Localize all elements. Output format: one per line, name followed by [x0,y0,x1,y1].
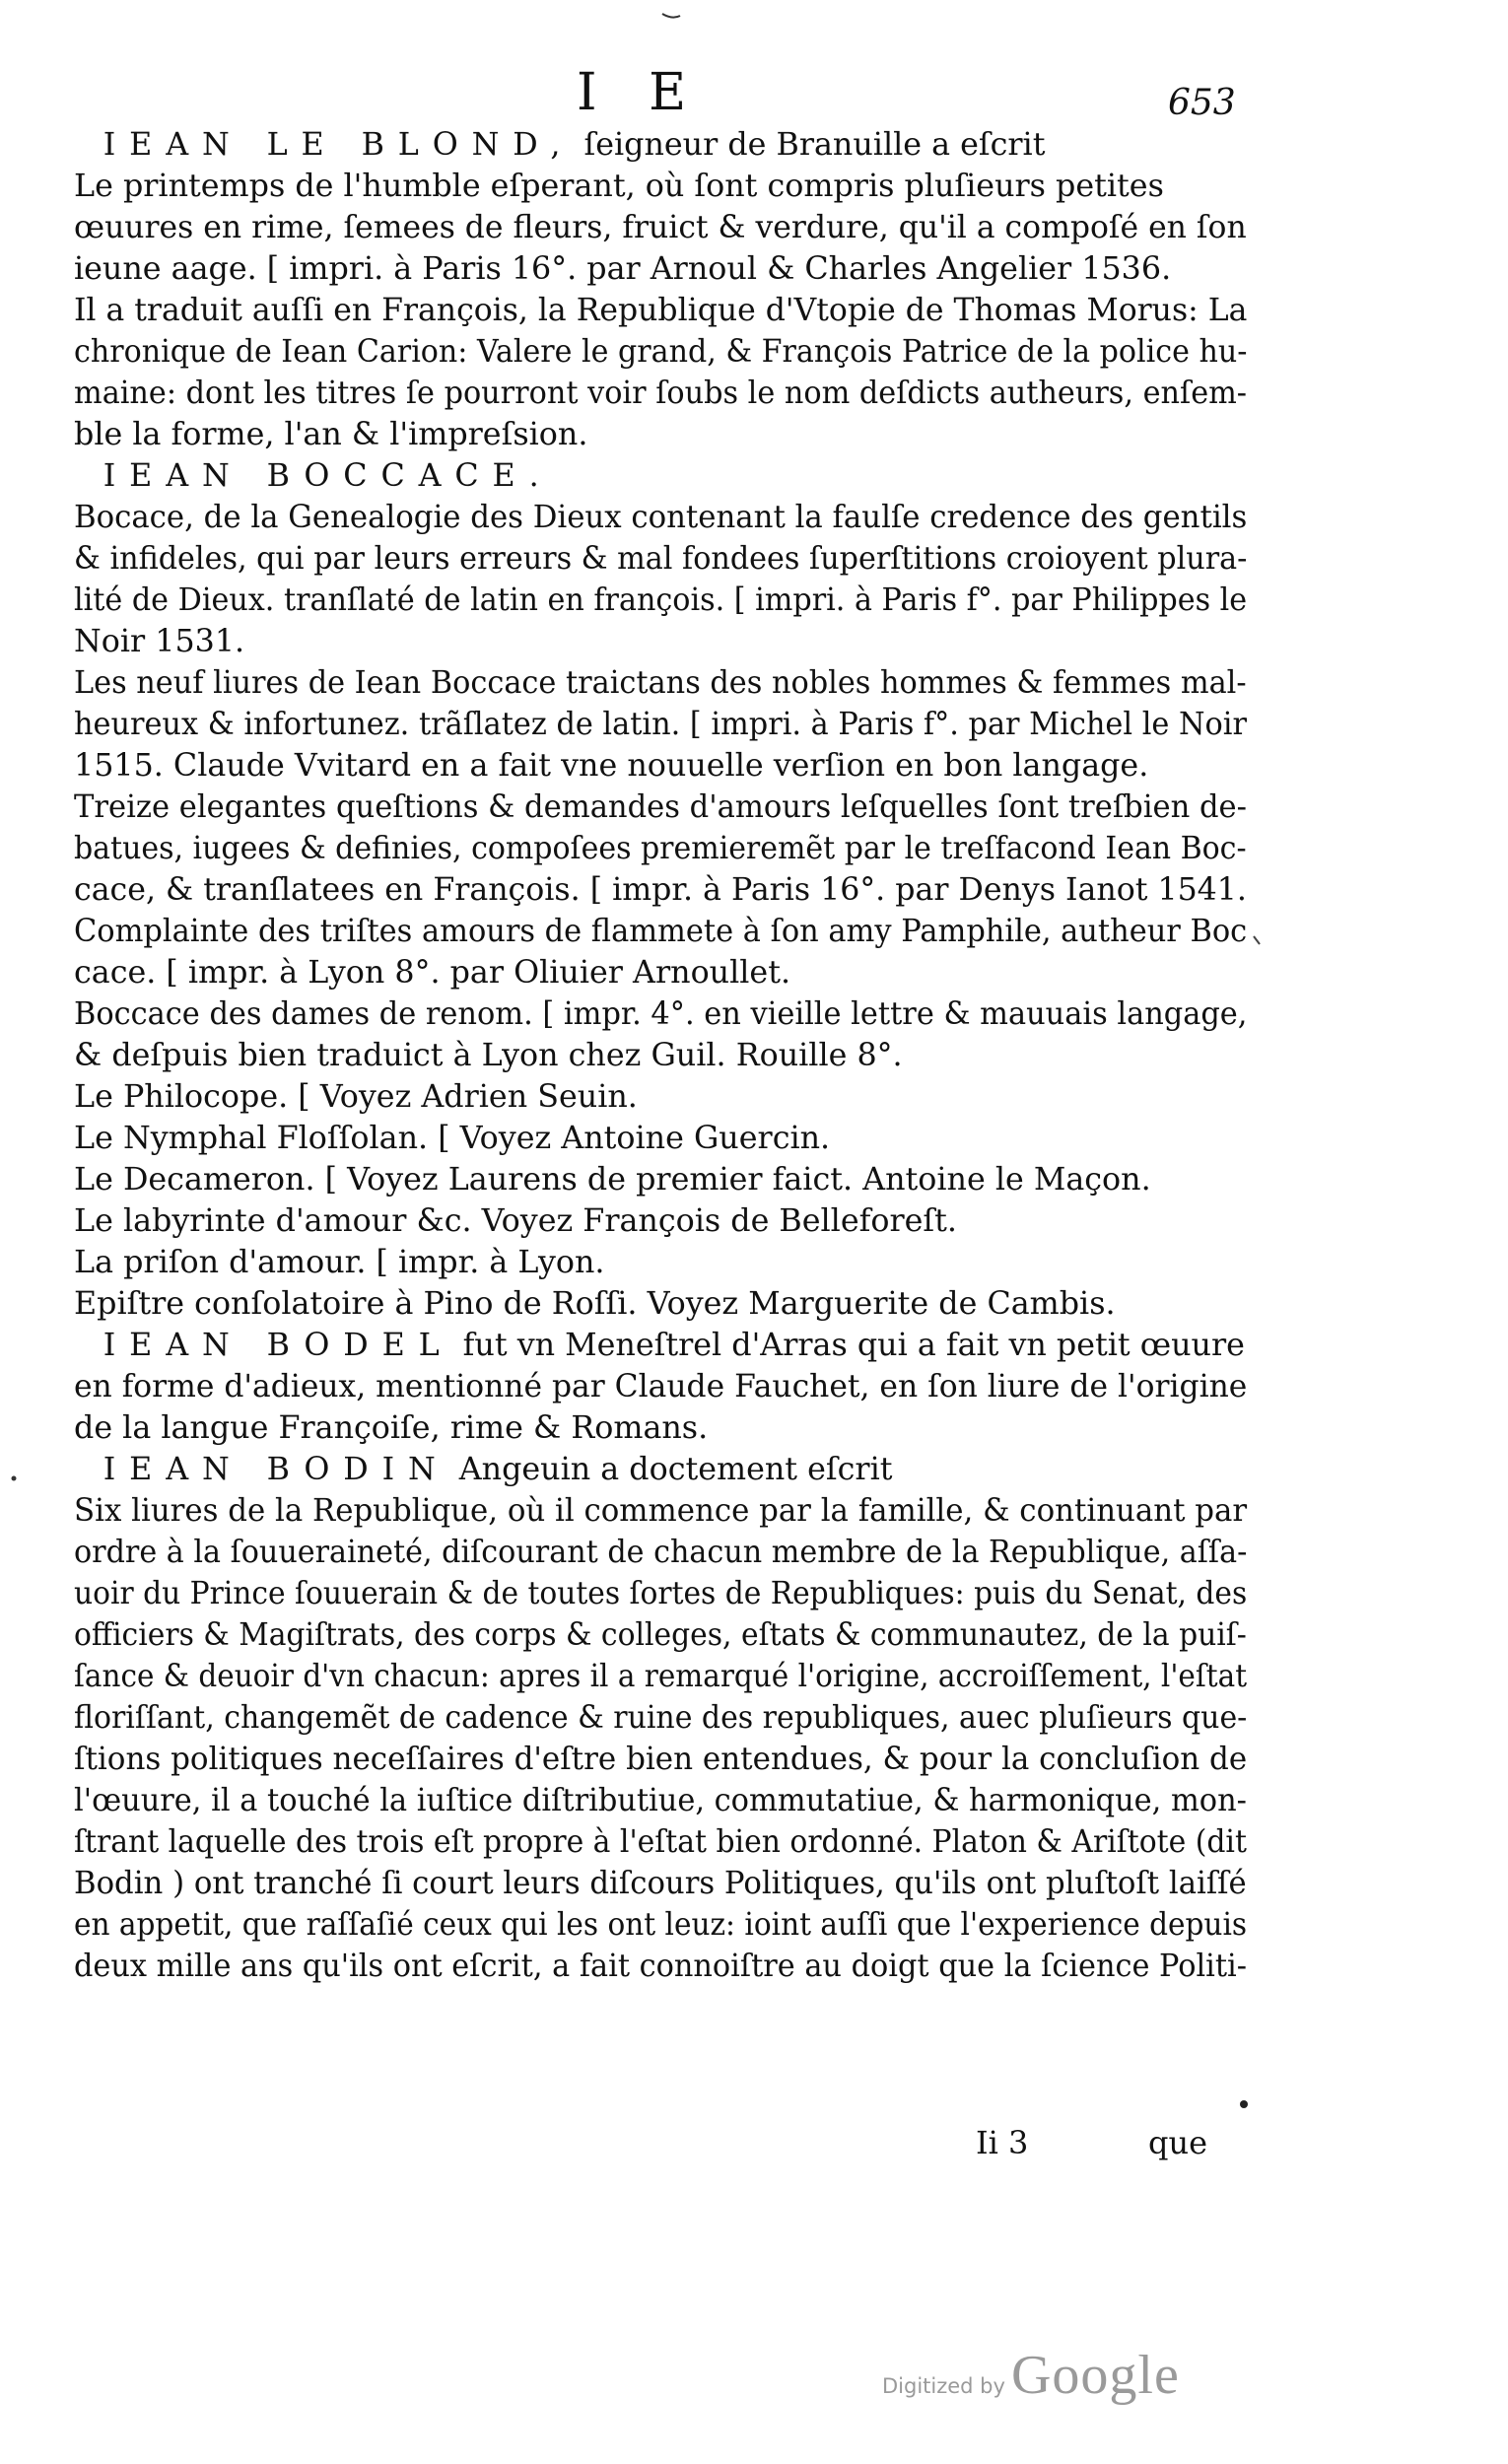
line-text: La priſon d'amour. [ impr. à Lyon. [74,1243,605,1280]
line-text: Le Nymphal Floſſolan. [ Voyez Antoine Guercin. [74,1119,831,1156]
text-line [74,1655,1248,1696]
text-line [74,1945,1248,1986]
text-line [74,786,1247,827]
text-line [74,744,1247,786]
line-text: en forme d'adieux, mentionné par Claude Fauchet, en ſon liure de l'origine [74,1367,1248,1404]
text-line [74,827,1247,868]
text-line [74,868,1247,910]
line-text: deux mille ans qu'ils ont eſcrit, a fait connoiſtre au doigt que la ſcience Politi- [74,1947,1248,1984]
line-text: Bocace, de la Genealogie des Dieux contenant la faulſe credence des gentils [74,498,1248,535]
line-text: cace. [ impr. à Lyon 8°. par Oliuier Arnoullet. [74,953,791,991]
text-line [74,579,1248,620]
line-text: ſtrant laquelle des trois eſt propre à l'eſtat bien ordonné. Platon & Ariſtote (dit [74,1822,1247,1860]
line-text: Le labyrinte d'amour &c. Voyez François de Belleforeſt. [74,1201,958,1239]
line-text: ieune aage. [ impri. à Paris 16°. par Arnoul & Charles Angelier 1536. [74,249,1172,287]
line-text: Le printemps de l'humble eſperant, où ſont compris pluſieurs petites [74,167,1164,204]
text-line [74,206,1247,247]
text-line [74,620,1247,661]
text-line [74,1862,1247,1903]
running-head [0,63,1508,122]
line-text: de la langue Françoiſe, rime & Romans. [74,1408,709,1446]
text-line [74,1117,1247,1158]
line-text: cace, & tranſlatees en François. [ impr. à Paris 16°. par Denys Ianot 1541. [74,870,1247,908]
line-text: maine: dont les titres ſe pourront voir ſoubs le nom deſdicts autheurs, enſem- [74,374,1248,411]
text-line [74,703,1247,744]
entry-heading: IEAN BODEL [103,1326,453,1363]
line-text: heureux & infortunez. trãſlatez de latin. [ impri. à Paris f°. par Michel le Noir [74,705,1247,742]
text-line [74,1613,1247,1655]
line-text: uoir du Prince ſouuerain & de toutes ſortes de Republiques: puis du Senat, des [74,1574,1248,1611]
page-number: 653 [1168,83,1236,123]
text-line [74,165,1247,206]
text-line [74,1779,1247,1820]
line-text: en appetit, que raſſaſié ceux qui les ont leuz: ioint auſſi que l'experience depuis [74,1905,1248,1943]
text-line [74,951,1247,992]
text-line [74,330,1248,372]
line-text: Le Decameron. [ Voyez Laurens de premier faict. Antoine le Maçon. [74,1160,1151,1198]
entry-heading: IEAN LE BLOND, [103,125,575,163]
line-text: l'œuure, il a touché la iuſtice diſtributiue, commutatiue, & harmonique, mon- [74,1781,1247,1818]
text-line [74,372,1248,413]
text-line [74,1820,1247,1862]
text-line [74,1034,1247,1075]
text-line [74,537,1248,579]
line-text: floriſſant, changemẽt de cadence & ruine des republiques, auec pluſieurs que- [74,1698,1248,1736]
running-head-title: I E [577,63,705,122]
line-text: Angeuin a doctement eſcrit [448,1450,893,1487]
line-text: & infideles, qui par leurs erreurs & mal fondees ſuperſtitions croioyent plura- [74,539,1248,577]
line-text: Les neuf liures de Iean Boccace traictans des nobles hommes & femmes mal- [74,663,1247,701]
margin-dot [1240,2100,1248,2108]
line-text: ordre à la ſouueraineté, diſcourant de chacun membre de la Republique, aſſa- [74,1533,1248,1570]
text-line [74,1282,1247,1324]
catchword: que [1148,2124,1208,2161]
line-text: 1515. Claude Vvitard en a fait vne nouuelle verſion en bon langage. [74,746,1149,784]
text-line [74,1448,1247,1489]
line-text: Il a traduit auſſi en François, la Republique d'Vtopie de Thomas Morus: La [74,291,1248,328]
text-line [74,123,1247,165]
top-speck [662,14,680,18]
line-text: lité de Dieux. tranſlaté de latin en françois. [ impri. à Paris f°. par Philippes le [74,581,1248,618]
line-text: Le Philocope. [ Voyez Adrien Seuin. [74,1077,638,1115]
text-line [74,1531,1248,1572]
text-line [74,1406,1247,1448]
line-text: ſtions politiques neceſſaires d'eſtre bien entendues, & pour la concluſion de [74,1740,1248,1777]
text-line [74,1696,1248,1738]
text-line [74,1158,1247,1199]
text-line [74,289,1248,330]
entry-heading: IEAN BOCCACE. [103,456,553,494]
text-line [74,1903,1248,1945]
line-text: Epiſtre conſolatoire à Pino de Roſſi. Voyez Marguerite de Cambis. [74,1284,1116,1322]
line-text: Six liures de la Republique, où il commence par la famille, & continuant par [74,1491,1248,1529]
line-text: Noir 1531. [74,622,245,659]
text-line [74,661,1247,703]
line-text: fut vn Meneſtrel d'Arras qui a fait vn petit œuure [452,1326,1245,1363]
digitization-watermark [882,2344,1180,2407]
text-line [74,1324,1247,1365]
left-margin-dot [12,1476,17,1481]
text-line [74,247,1247,289]
text-line [74,992,1248,1034]
text-line [74,1241,1247,1282]
digitized-by-label: Digitized by [882,2374,1005,2398]
text-line [74,1365,1248,1406]
line-text: Treize elegantes queſtions & demandes d'amours leſquelles ſont treſbien de- [74,787,1247,825]
text-line [74,413,1247,454]
line-text: Bodin ) ont tranché ſi court leurs diſcours Politiques, qu'ils ont pluſtoſt laiſſé [74,1864,1247,1901]
text-line [74,1199,1247,1241]
line-text: Complainte des triſtes amours de flammete à ſon amy Pamphile, autheur Boc [74,912,1248,949]
line-text: batues, iugees & definies, compoſees premieremẽt par le treſfacond Iean Boc- [74,829,1247,866]
text-line [74,1075,1247,1117]
line-text: œuures en rime, ſemees de fleurs, fruict & verdure, qu'il a compoſé en ſon [74,208,1247,245]
signature-mark: Ii 3 [976,2124,1029,2161]
text-line [74,910,1248,951]
google-wordmark: Google [1010,2345,1180,2406]
line-text: officiers & Magiſtrats, des corps & colleges, eſtats & communautez, de la puiſ- [74,1615,1247,1653]
text-line [74,454,1247,496]
text-line [74,496,1248,537]
line-text: ble la forme, l'an & l'impreſsion. [74,415,588,452]
line-text: & deſpuis bien traduict à Lyon chez Guil. Rouille 8°. [74,1036,903,1073]
text-line [74,1738,1248,1779]
text-line [74,1572,1248,1613]
entry-heading: IEAN BODIN [103,1450,449,1487]
line-text: ſeigneur de Branuille a eſcrit [574,125,1046,163]
page-body-text [74,123,1257,1986]
page-footer [0,2124,1252,2167]
line-text: ſance & deuoir d'vn chacun: apres il a remarqué l'origine, accroiſſement, l'eſtat [74,1657,1248,1694]
line-text: Boccace des dames de renom. [ impr. 4°. en vieille lettre & mauuais langage, [74,994,1248,1032]
text-line [74,1489,1248,1531]
line-text: chronique de Iean Carion: Valere le grand, & François Patrice de la police hu- [74,332,1248,370]
